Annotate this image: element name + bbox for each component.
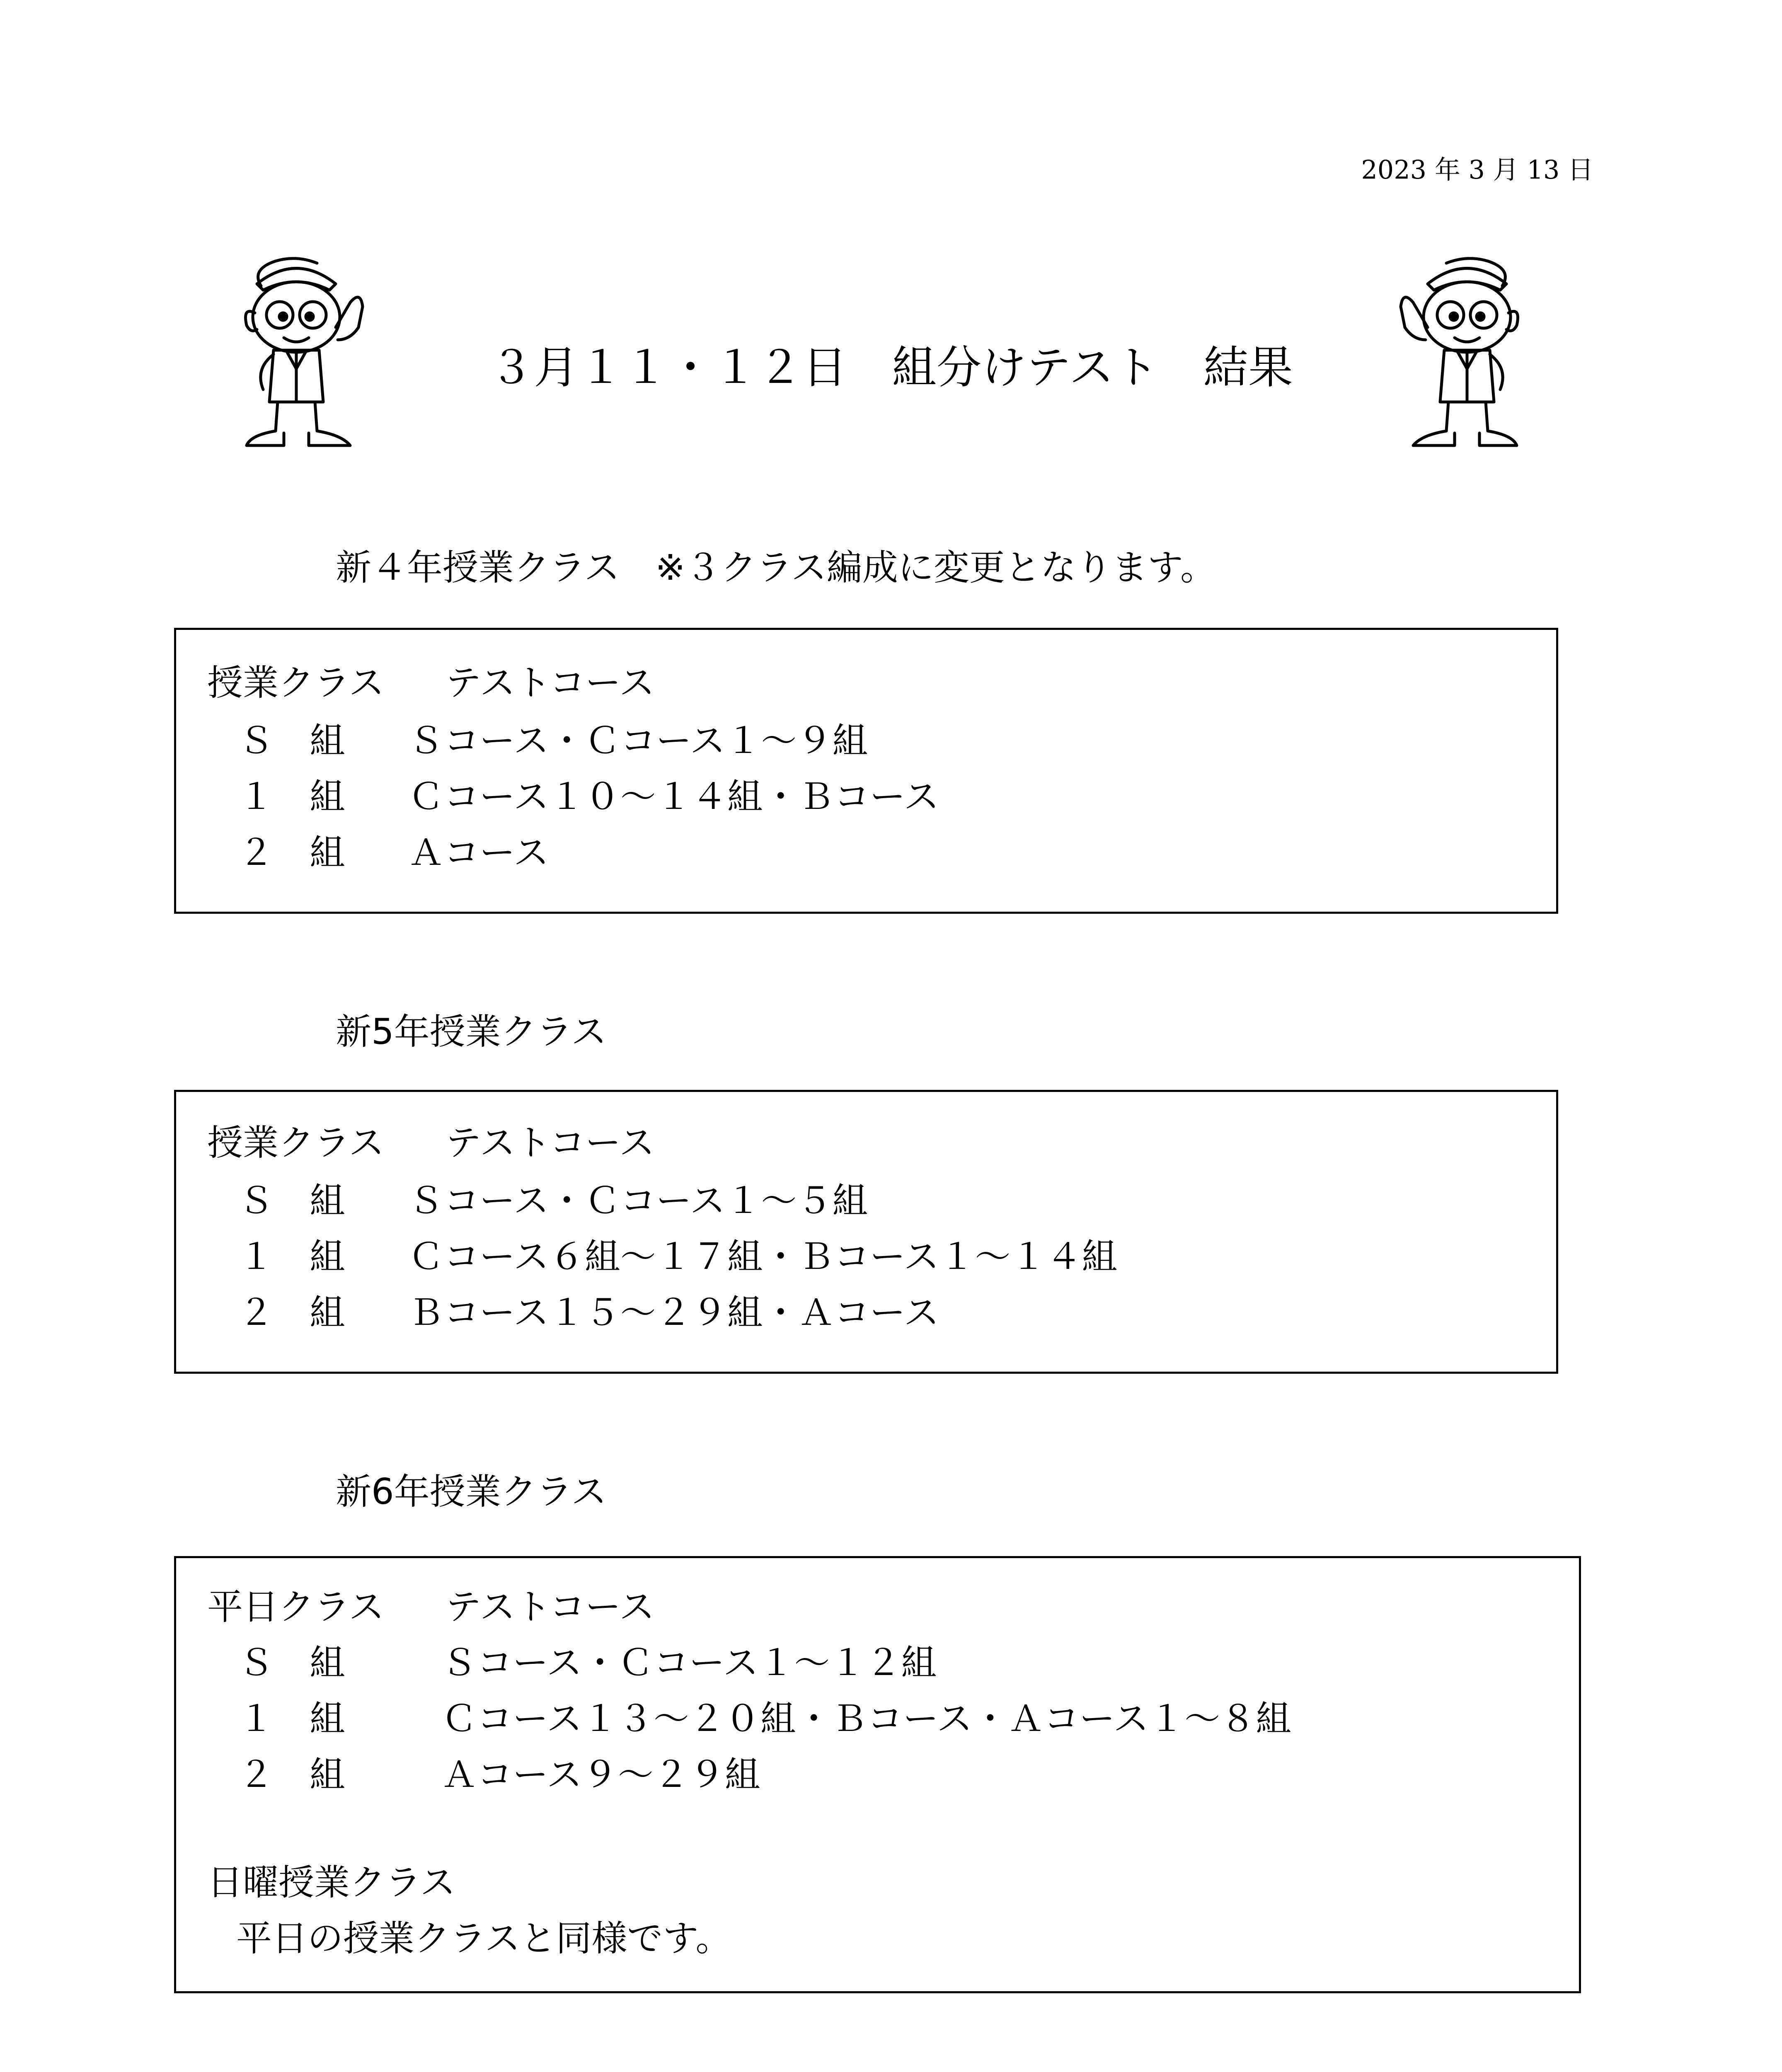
table-header-course: テストコース (446, 1586, 655, 1628)
row-class: Ｓ 組 (238, 1180, 345, 1222)
row-class: １ 組 (238, 1698, 345, 1740)
row-class: ２ 組 (238, 1292, 345, 1334)
sunday-class-title: 日曜授業クラス (207, 1862, 456, 1903)
row-class: ２ 組 (238, 832, 345, 874)
section-heading-grade5: 新5年授業クラス (336, 1011, 607, 1053)
row-class: Ｓ 組 (238, 1642, 345, 1684)
document-date: 2023 年 3 月 13 日 (1361, 155, 1593, 185)
sunday-class-note: 平日の授業クラスと同様です。 (236, 1918, 731, 1959)
row-course: Ｃコース１３～２０組・Ｂコース・Ａコース１～８組 (441, 1698, 1292, 1740)
document-title: ３月１１・１２日 組分けテスト 結果 (489, 342, 1293, 394)
table-header-class: 平日クラス (207, 1586, 385, 1628)
section-heading-grade6: 新6年授業クラス (336, 1471, 607, 1513)
row-course: Ｃコース１０～１４組・Ｂコース (408, 776, 939, 818)
row-class: Ｓ 組 (238, 720, 345, 762)
row-course: Ｓコース・Ｃコース１～１２組 (441, 1642, 937, 1684)
table-header-class: 授業クラス (207, 1122, 385, 1164)
table-header-class: 授業クラス (207, 662, 385, 704)
table-header-course: テストコース (446, 1122, 655, 1164)
row-class: １ 組 (238, 776, 345, 818)
table-header-course: テストコース (446, 662, 655, 704)
class-table-grade5 (174, 1090, 1558, 1374)
row-course: Ａコース (408, 832, 549, 874)
class-table-grade4 (174, 628, 1558, 914)
class-table-grade6 (174, 1556, 1581, 1993)
row-course: Ｂコース１５～２９組・Ａコース (408, 1292, 939, 1334)
row-course: Ｓコース・Ｃコース１～９組 (408, 720, 868, 762)
section-heading-grade4: 新４年授業クラス ※３クラス編成に変更となります。 (336, 547, 1216, 588)
row-course: Ｓコース・Ｃコース１～５組 (408, 1180, 868, 1222)
row-course: Ａコース９～２９組 (441, 1754, 760, 1796)
row-class: ２ 組 (238, 1754, 345, 1796)
row-course: Ｃコース６組～１７組・Ｂコース１～１４組 (408, 1236, 1118, 1278)
row-class: １ 組 (238, 1236, 345, 1278)
